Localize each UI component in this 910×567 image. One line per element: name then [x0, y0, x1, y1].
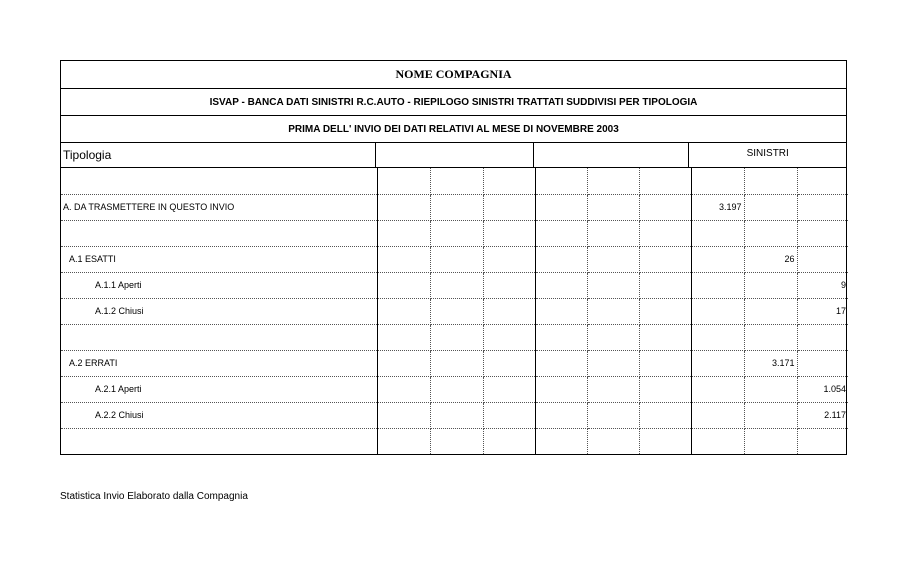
period-row — [61, 116, 846, 143]
value-cell — [535, 324, 587, 350]
value-cell — [797, 194, 848, 220]
value-cell — [483, 428, 535, 454]
table-row — [61, 428, 848, 454]
value-cell — [535, 194, 587, 220]
value-cell: 2.117 — [797, 402, 848, 428]
value-cell — [639, 194, 691, 220]
row-label: A.2 ERRATI — [61, 350, 377, 376]
company-title-row — [61, 61, 846, 89]
value-cell — [691, 324, 744, 350]
value-cell — [691, 246, 744, 272]
value-cell — [587, 324, 639, 350]
value-cell — [639, 220, 691, 246]
value-cell — [377, 168, 430, 194]
row-label: A. DA TRASMETTERE IN QUESTO INVIO — [61, 194, 377, 220]
value-cell — [483, 220, 535, 246]
empty-row-label — [61, 428, 377, 454]
row-label: A.2.1 Aperti — [61, 376, 377, 402]
value-cell — [797, 428, 848, 454]
value-cell — [430, 402, 483, 428]
value-cell — [377, 246, 430, 272]
value-cell — [744, 272, 797, 298]
value-cell — [483, 168, 535, 194]
column-header-row — [61, 143, 846, 168]
value-cell — [639, 402, 691, 428]
value-cell — [587, 298, 639, 324]
value-cell — [483, 350, 535, 376]
value-cell: 26 — [744, 246, 797, 272]
sinistri-header: SINISTRI — [746, 148, 789, 159]
table-row — [61, 168, 848, 194]
value-cell — [691, 168, 744, 194]
value-cell — [797, 168, 848, 194]
value-cell — [691, 402, 744, 428]
value-cell — [639, 350, 691, 376]
value-cell: 17 — [797, 298, 848, 324]
value-cell — [744, 324, 797, 350]
value-cell: 9 — [797, 272, 848, 298]
value-cell — [639, 272, 691, 298]
value-cell — [587, 428, 639, 454]
value-cell: 3.171 — [744, 350, 797, 376]
value-cell — [483, 402, 535, 428]
value-cell — [744, 298, 797, 324]
value-cell — [691, 428, 744, 454]
table-row — [61, 298, 848, 324]
value-cell — [483, 324, 535, 350]
report-period: PRIMA DELL' INVIO DEI DATI RELATIVI AL MESE DI NOVEMBRE 2003 — [288, 123, 619, 135]
value-cell — [535, 168, 587, 194]
value-cell — [483, 272, 535, 298]
value-cell — [587, 350, 639, 376]
value-cell — [535, 246, 587, 272]
value-cell — [377, 324, 430, 350]
value-cell — [430, 168, 483, 194]
value-cell — [639, 168, 691, 194]
value-cell: 3.197 — [691, 194, 744, 220]
value-cell — [377, 272, 430, 298]
value-cell — [744, 194, 797, 220]
value-cell: 1.054 — [797, 376, 848, 402]
value-cell — [535, 272, 587, 298]
value-cell — [483, 376, 535, 402]
report-subtitle: ISVAP - BANCA DATI SINISTRI R.C.AUTO - RIEPILOGO SINISTRI TRATTATI SUDDIVISI PER TIPOLOGIA — [209, 96, 698, 108]
value-cell — [744, 402, 797, 428]
empty-row-label — [61, 220, 377, 246]
table-row — [61, 194, 848, 220]
value-cell — [691, 298, 744, 324]
value-cell — [483, 194, 535, 220]
value-cell — [430, 298, 483, 324]
value-cell — [639, 376, 691, 402]
value-cell — [744, 428, 797, 454]
table-row — [61, 272, 848, 298]
value-cell — [430, 246, 483, 272]
value-cell — [377, 402, 430, 428]
value-cell — [377, 298, 430, 324]
footer-note: Statistica Invio Elaborato dalla Compagnia — [60, 491, 248, 502]
value-cell — [377, 350, 430, 376]
value-cell — [587, 246, 639, 272]
value-cell — [744, 168, 797, 194]
value-cell — [691, 220, 744, 246]
value-cell — [377, 220, 430, 246]
value-cell — [430, 428, 483, 454]
table-row — [61, 246, 848, 272]
value-cell — [587, 272, 639, 298]
table-row — [61, 402, 848, 428]
value-cell — [535, 428, 587, 454]
row-label: A.2.2 Chiusi — [61, 402, 377, 428]
tipologia-header: Tipologia — [61, 143, 376, 167]
value-cell — [377, 194, 430, 220]
table-row — [61, 376, 848, 402]
row-label: A.1 ESATTI — [61, 246, 377, 272]
report-table — [60, 60, 847, 455]
value-cell — [797, 350, 848, 376]
column-group-1-header — [376, 143, 534, 167]
value-cell — [535, 350, 587, 376]
row-label: A.1.1 Aperti — [61, 272, 377, 298]
table-row — [61, 220, 848, 246]
row-label: A.1.2 Chiusi — [61, 298, 377, 324]
value-cell — [587, 402, 639, 428]
value-cell — [639, 246, 691, 272]
value-cell — [430, 376, 483, 402]
value-cell — [587, 376, 639, 402]
value-cell — [639, 298, 691, 324]
value-cell — [535, 402, 587, 428]
subtitle-row — [61, 89, 846, 116]
value-cell — [587, 168, 639, 194]
value-cell — [377, 376, 430, 402]
table-row — [61, 324, 848, 350]
value-cell — [483, 246, 535, 272]
value-cell — [430, 324, 483, 350]
table-row — [61, 350, 848, 376]
value-cell — [639, 428, 691, 454]
value-cell — [691, 376, 744, 402]
empty-row-label — [61, 168, 377, 194]
value-cell — [691, 272, 744, 298]
value-cell — [797, 324, 848, 350]
value-cell — [744, 220, 797, 246]
value-cell — [535, 220, 587, 246]
data-grid — [61, 168, 848, 454]
value-cell — [744, 376, 797, 402]
company-title: NOME COMPAGNIA — [395, 67, 512, 81]
value-cell — [797, 246, 848, 272]
value-cell — [639, 324, 691, 350]
value-cell — [535, 298, 587, 324]
value-cell — [535, 376, 587, 402]
value-cell — [430, 350, 483, 376]
value-cell — [430, 272, 483, 298]
value-cell — [483, 298, 535, 324]
value-cell — [691, 350, 744, 376]
value-cell — [430, 220, 483, 246]
value-cell — [430, 194, 483, 220]
value-cell — [377, 428, 430, 454]
value-cell — [587, 194, 639, 220]
column-group-2-header — [534, 143, 690, 167]
empty-row-label — [61, 324, 377, 350]
value-cell — [587, 220, 639, 246]
value-cell — [797, 220, 848, 246]
